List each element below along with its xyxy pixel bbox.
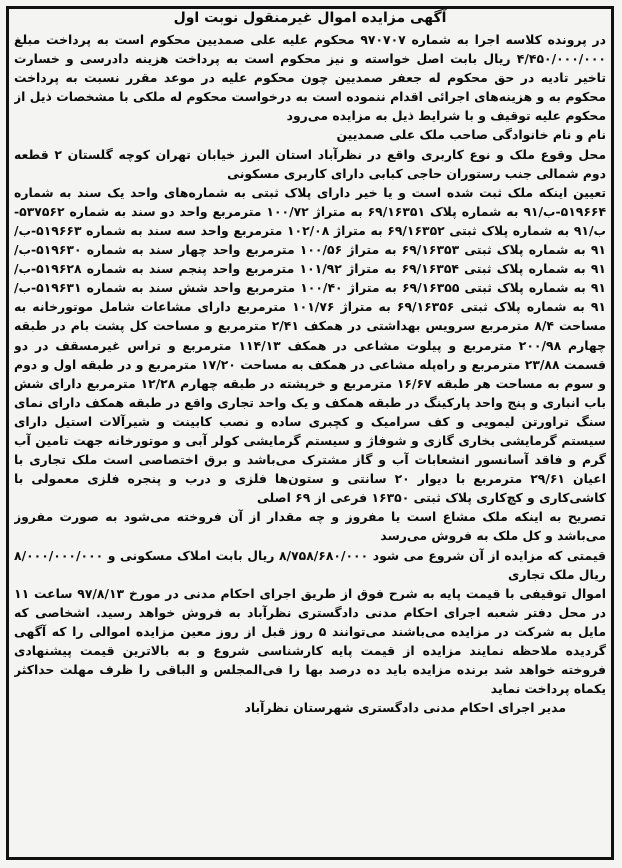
issuer-signature: مدیر اجرای احکام مدنی دادگستری شهرستان نظرآباد — [244, 700, 566, 716]
notice-intro: در پرونده کلاسه اجرا به شماره ۹۷۰۷۰۷ محکوم علیه علی صمدیین محکوم است به پرداخت مبلغ ۴/۴۵۰/۰۰۰/۰۰۰ ریال بابت اصل خواسته و نیز محکوم است به پرداخت هزینه دادرسی و خسارت تاخیر تادیه در حق محکوم له جعفر صمدیین چون محکوم علیه در موعد مقرر نسبت به پرداخت محکوم به و هزینه‌های اجرائی اقدام ننموده است به درخواست محکوم له ملکی با مشخصات ذیل از محکوم علیه توقیف و با شرایط ذیل به مزایده می‌رود — [14, 32, 606, 124]
starting-price: قیمتی که مزایده از آن شروع می شود ۸/۷۵۸/۶۸۰/۰۰۰ ریال بابت املاک مسکونی و ۸/۰۰۰/۰۰۰/۰۰۰ ریال ملک تجاری — [14, 547, 606, 582]
ownership-clarification: تصریح به اینکه ملک مشاع است یا مفروز و چه مقدار از آن فروخته می‌شود به صورت مفروز می‌باشد و کل ملک به فروش می‌رسد — [14, 509, 606, 544]
owner-line: نام و نام خانوادگی صاحب ملک علی صمدیین — [336, 127, 606, 143]
auction-notice — [14, 8, 606, 858]
property-location: محل وقوع ملک و نوع کاربری واقع در نظرآباد استان البرز خیابان تهران کوچه گلستان ۲ قطعه دوم شمالی جنب رستوران حاجی کبابی دارای کاربری مسکونی — [14, 146, 606, 181]
notice-title: آگهی مزایده اموال غیرمنقول نوبت اول — [173, 10, 447, 26]
auction-conditions: اموال توقیفی با قیمت پایه به شرح فوق از طریق اجرای احکام مدنی در مورخ ۹۷/۸/۱۳ ساعت ۱۱ در محل دفتر شعبه اجرای احکام مدنی دادگستری نظرآباد به فروش خواهد رسید. اشخاصی که مایل به شرکت در مزایده می‌باشند می‌توانند ۵ روز قبل از روز معین مزایده اموالی را که آگهی گردیده ملاحظه نمایند مزایده از قیمت پایه کارشناسی شروع و به بالاترین قیمت پیشنهادی فروخته خواهد شد برنده مزایده باید ده درصد بها را فی‌المجلس و الباقی را ظرف مهلت حداکثر یکماه پرداخت نماید — [14, 585, 606, 697]
property-description: تعیین اینکه ملک ثبت شده است و یا خیر دارای پلاک ثبتی به شماره‌های واحد یک سند به شماره ۵۱۹۶۶۴-ب/۹۱ به شماره پلاک ۶۹/۱۶۳۵۱ به متراژ ۱۰۰/۷۲ مترمربع واحد دو سند به شماره ۵۳۷۵۶۲-ب/۹۱ به شماره پلاک ثبتی ۶۹/۱۶۳۵۲ به متراژ ۱۰۲/۰۸ مترمربع واحد سه سند به شماره ۵۱۹۶۶۳-ب/۹۱ به شماره پلاک ثبتی ۶۹/۱۶۳۵۳ به متراژ ۱۰۰/۵۶ مترمربع واحد چهار سند به شماره ۵۱۹۶۳۰-ب/۹۱ به شماره پلاک ثبتی ۶۹/۱۶۳۵۴ به متراژ ۱۰۱/۹۲ مترمربع واحد پنجم سند به شماره ۵۱۹۶۲۸-ب/۹۱ به شماره پلاک ثبتی ۶۹/۱۶۳۵۵ به متراژ ۱۰۰/۴۰ مترمربع واحد شش سند به شماره ۵۱۹۶۳۱-ب/۹۱ به شماره پلاک ثبتی ۶۹/۱۶۳۵۶ به متراژ ۱۰۱/۷۶ مترمربع دارای مشاعات شامل موتورخانه به مساحت ۸/۴ مترمربع سرویس بهداشتی در همکف ۲/۴۱ مترمربع و مساحت کل پشت بام در طبقه چهارم ۲۰۰/۹۸ مترمربع و پیلوت مشاعی در همکف ۱۱۴/۱۳ مترمربع و تراس غیرمسقف در دو قسمت ۲۳/۸۸ مترمربع و راه‌پله مشاعی در همکف به مساحت ۱۷/۲۰ مترمربع و در طبقه اول و دوم و سوم به مساحت هر طبقه ۱۶/۶۷ مترمربع و خرپشته در طبقه چهارم ۱۲/۲۸ مترمربع دارای شش باب انباری و پنج واحد پارکینگ در طبقه همکف و یک واحد تجاری واقع در طبقه همکف دارای نمای سنگ تراورتن لیمویی و کف سرامیک و کچبری ساده و نصب کابینت و شیرآلات استیل دارای سیستم گرمایشی بخاری گازی و شوفاژ و سیستم گرمایشی کولر آبی و موتورخانه جهت تامین آب گرم و فاقد آسانسور انشعابات آب و گاز مشترک می‌باشد و برق اختصاصی است ملک تجاری با اعیان ۲۹/۶۱ مترمربع با دیوار ۲۰ سانتی و ستون‌ها فلزی و درب و پنجره فلزی معمولی با کاشی‌کاری و کچ‌کاری پلاک ثبتی ۱۶۳۵۰ فرعی از ۶۹ اصلی — [14, 184, 606, 506]
